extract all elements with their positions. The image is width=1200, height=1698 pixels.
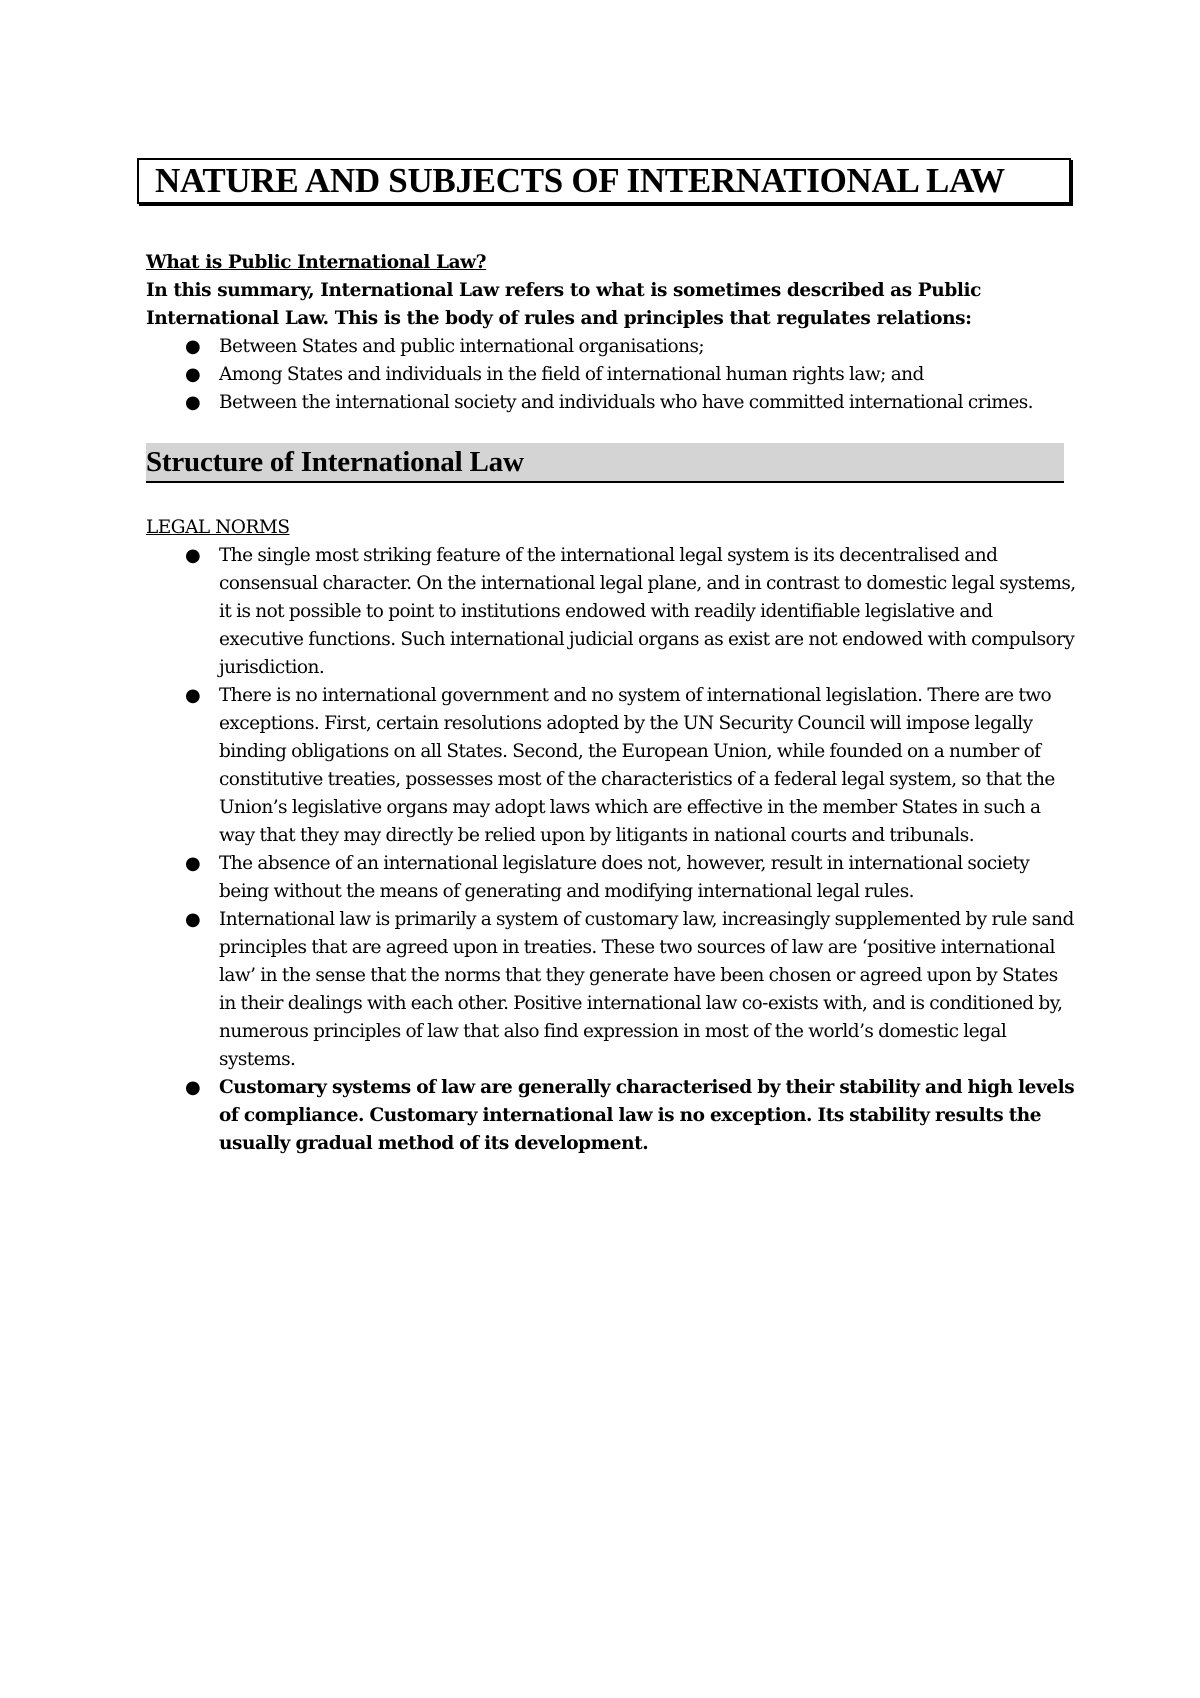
list-item-text: The absence of an international legislature does not, however, result in international society being without the means of generating and modifying international legal rules. bbox=[219, 853, 1030, 902]
legal-norms-section bbox=[146, 514, 1076, 1158]
list-item-text: Between States and public international organisations; bbox=[219, 336, 705, 357]
bullet-icon: ● bbox=[185, 909, 201, 930]
list-item bbox=[146, 542, 1076, 682]
bullet-icon: ● bbox=[185, 392, 201, 413]
bullet-icon: ● bbox=[185, 545, 201, 566]
document-title-box bbox=[137, 158, 1071, 204]
bullet-icon: ● bbox=[185, 364, 201, 385]
list-item-text: Between the international society and individuals who have committed international crimes. bbox=[219, 392, 1033, 413]
list-item bbox=[146, 1074, 1076, 1158]
list-item-text: Customary systems of law are generally characterised by their stability and high levels of compliance. Customary international law is no exception. Its stability results the usually gradual method of its development. bbox=[219, 1077, 1075, 1154]
list-item-text: There is no international government and no system of international legislation. There are two exceptions. First, certain resolutions adopted by the UN Security Council will impose legally binding obligations on all States. Second, the European Union, while founded on a number of constitutive treaties, possesses most of the characteristics of a federal legal system, so that the Union’s legislative organs may adopt laws which are effective in the member States in such a way that they may directly be relied upon by litigants in national courts and tribunals. bbox=[219, 685, 1055, 846]
list-item-text: The single most striking feature of the international legal system is its decentralised and consensual character. On the international legal plane, and in contrast to domestic legal systems, it is not possible to point to institutions endowed with readily identifiable legislative and executive functions. Such international judicial organs as exist are not endowed with compulsory jurisdiction. bbox=[219, 545, 1076, 678]
bullet-icon: ● bbox=[185, 685, 201, 706]
intro-section bbox=[146, 249, 1076, 417]
list-item bbox=[146, 361, 1076, 389]
intro-heading: What is Public International Law? bbox=[146, 252, 487, 273]
list-item bbox=[146, 906, 1076, 1074]
legal-norms-bullet-list bbox=[146, 542, 1076, 1158]
list-item bbox=[146, 333, 1076, 361]
intro-bullet-list bbox=[146, 333, 1076, 417]
list-item bbox=[146, 850, 1076, 906]
list-item bbox=[146, 682, 1076, 850]
intro-paragraph: In this summary, International Law refers to what is sometimes described as Public International Law. This is the body of rules and principles that regulates relations: bbox=[146, 280, 982, 329]
section-heading: Structure of International Law bbox=[146, 445, 524, 478]
list-item-text: International law is primarily a system of customary law, increasingly supplemented by rule sand principles that are agreed upon in treaties. These two sources of law are ‘positive international law’ in the sense that the norms that they generate have been chosen or agreed upon by States in their dealings with each other. Positive international law co-exists with, and is conditioned by, numerous principles of law that also find expression in most of the world’s domestic legal systems. bbox=[219, 909, 1074, 1070]
bullet-icon: ● bbox=[185, 336, 201, 357]
bullet-icon: ● bbox=[185, 1077, 201, 1098]
document-title: NATURE AND SUBJECTS OF INTERNATIONAL LAW bbox=[155, 161, 1005, 200]
list-item-text: Among States and individuals in the field of international human rights law; and bbox=[219, 364, 924, 385]
legal-norms-heading: LEGAL NORMS bbox=[146, 517, 290, 538]
list-item bbox=[146, 389, 1076, 417]
section-heading-bar bbox=[146, 443, 1064, 483]
bullet-icon: ● bbox=[185, 853, 201, 874]
